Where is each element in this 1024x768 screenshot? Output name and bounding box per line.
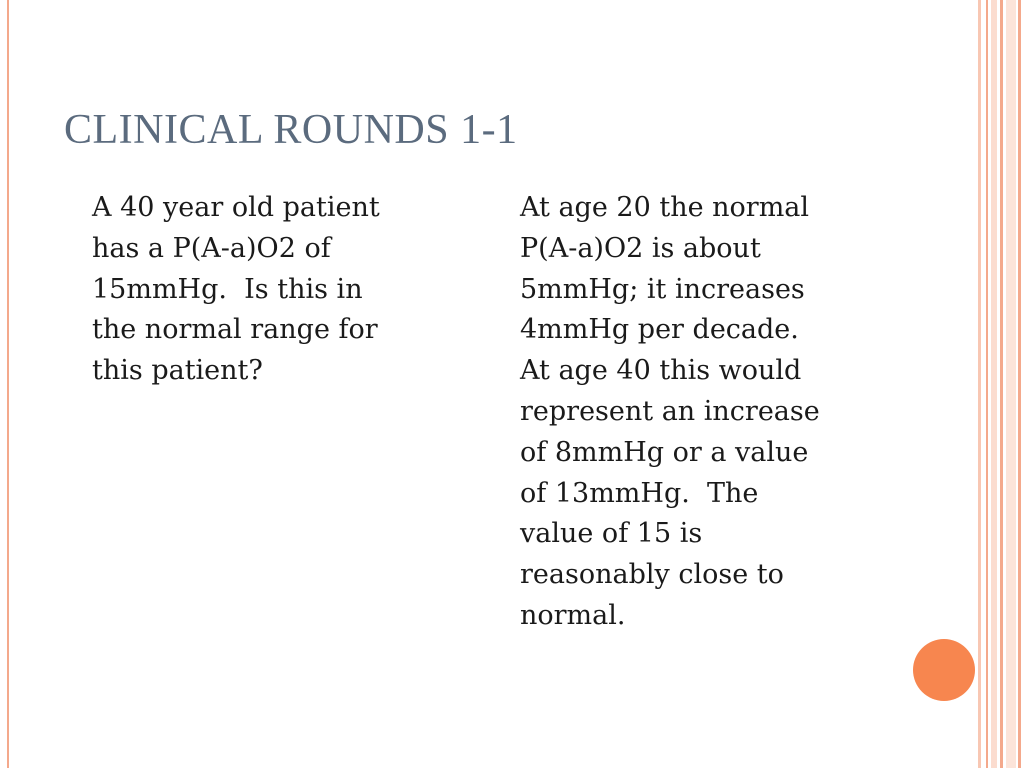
text-line: 15mmHg. Is this in xyxy=(92,273,363,305)
text-line: reasonably close to xyxy=(520,559,784,591)
right-stripe-decoration xyxy=(978,0,1024,768)
text-line: A 40 year old patient xyxy=(92,192,380,223)
text-line: 4mmHg per decade. xyxy=(520,314,799,346)
text-line: P(A-a)O2 is about xyxy=(520,232,761,264)
orange-circle-decoration xyxy=(913,639,975,701)
text-line: represent an increase xyxy=(520,395,820,427)
text-line: 5mmHg; it increases xyxy=(520,273,805,305)
text-line: normal. xyxy=(520,599,626,631)
text-line: of 13mmHg. The xyxy=(520,477,759,509)
text-line: has a P(A-a)O2 of xyxy=(92,232,331,264)
text-line: of 8mmHg or a value xyxy=(520,436,809,468)
right-text-column xyxy=(520,188,870,637)
text-line: value of 15 is xyxy=(520,518,703,550)
slide-title: CLINICAL ROUNDS 1-1 xyxy=(64,107,518,153)
stripe xyxy=(1006,0,1016,768)
stripe xyxy=(978,0,981,768)
left-text-column xyxy=(92,188,452,392)
text-line: the normal range for xyxy=(92,314,378,346)
stripe xyxy=(1018,0,1021,768)
text-line: At age 40 this would xyxy=(520,355,802,387)
text-line: this patient? xyxy=(92,355,263,387)
stripe xyxy=(991,0,997,768)
text-line: At age 20 the normal xyxy=(520,192,810,223)
stripe xyxy=(1000,0,1003,768)
left-border-line xyxy=(7,0,9,768)
stripe xyxy=(986,0,988,768)
